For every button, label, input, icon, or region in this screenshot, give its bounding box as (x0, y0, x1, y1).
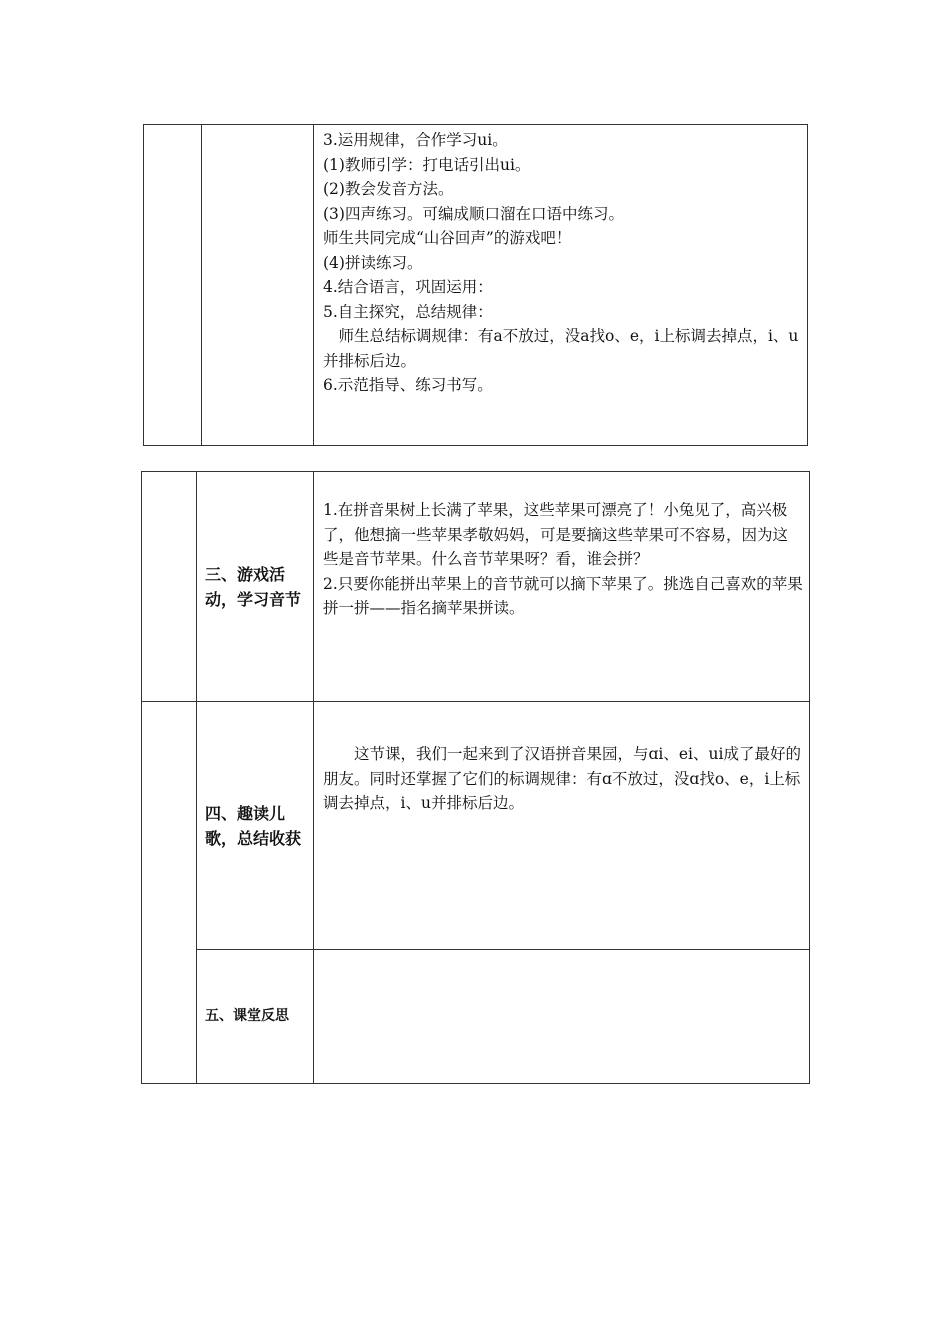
content-cell-reflection (314, 950, 810, 1084)
text-line: 师生总结标调规律：有a不放过，没a找o、e，i上标调去掉点，i、u并排标后边。 (323, 327, 799, 370)
text-line: 4.结合语言，巩固运用： (323, 278, 493, 296)
text-line: (4)拼读练习。 (323, 253, 423, 272)
section-label-summary: 四、趣读儿歌，总结收获 (197, 702, 314, 950)
content-cell (314, 125, 808, 446)
text-line: (3)四声练习。可编成顺口溜在口语中练习。 (323, 204, 624, 223)
empty-cell (142, 472, 197, 702)
text-line: (2)教会发音方法。 (323, 180, 454, 198)
section-label-reflection: 五、课堂反思 (197, 950, 314, 1084)
empty-cell (142, 702, 197, 1084)
content-cell-summary (314, 702, 810, 950)
text-line: 师生共同完成“山谷回声”的游戏吧！ (323, 229, 572, 247)
text-line: 3.运用规律，合作学习ui。 (323, 131, 508, 149)
paragraph: 这节课，我们一起来到了汉语拼音果园，与ɑi、ei、ui成了最好的朋友。同时还掌握了它们的标调规律：有ɑ不放过，没ɑ找o、e，i上标调去掉点，i、u并排标后边。 (323, 745, 801, 812)
text-line: 6.示范指导、练习书写。 (323, 376, 493, 394)
lesson-table-bottom (141, 471, 810, 1084)
empty-cell (202, 125, 314, 446)
empty-cell (144, 125, 202, 446)
paragraph: 2.只要你能拼出苹果上的音节就可以摘下苹果了。挑选自己喜欢的苹果拼一拼——指名摘苹果拼读。 (323, 574, 803, 617)
lesson-table-top (143, 124, 808, 446)
section-label-games: 三、游戏活动，学习音节 (197, 472, 314, 702)
text-line: (1)教师引学：打电话引出ui。 (323, 155, 531, 174)
text-line: 5.自主探究，总结规律： (323, 302, 493, 321)
content-cell-games (314, 472, 810, 702)
paragraph: 1.在拼音果树上长满了苹果，这些苹果可漂亮了！小兔见了，高兴极了，他想摘一些苹果孝敬妈妈，可是要摘这些苹果可不容易，因为这些是音节苹果。什么音节苹果呀？看，谁会拼？ (323, 501, 789, 568)
